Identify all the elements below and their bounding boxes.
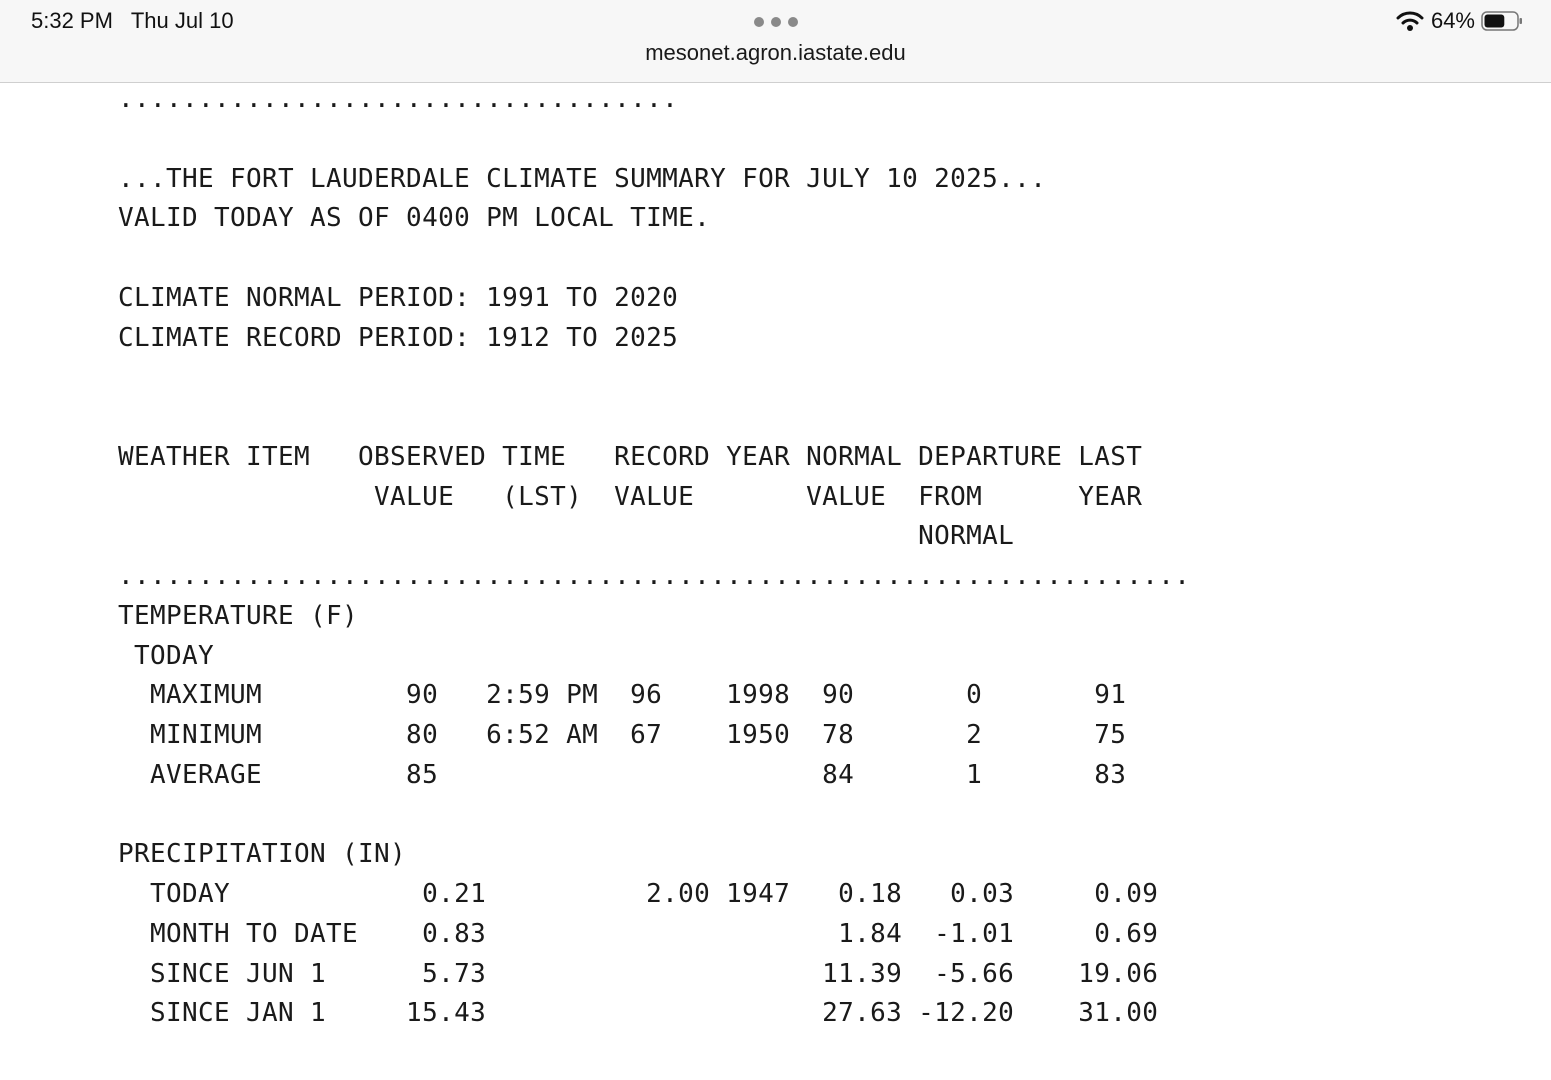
report-line: SINCE JAN 1 15.43 27.63 -12.20 31.00	[118, 998, 1159, 1029]
report-line: MINIMUM 80 6:52 AM 67 1950 78 2 75	[118, 720, 1127, 750]
battery-icon	[1481, 11, 1523, 31]
report-line: TODAY 0.21 2.00 1947 0.18 0.03 0.09	[118, 879, 1159, 909]
report-line: TEMPERATURE (F)	[118, 600, 359, 631]
browser-status-bar	[0, 0, 1551, 83]
report-line: VALUE (LST) VALUE VALUE FROM YEAR	[118, 481, 1143, 512]
report-line: TODAY	[118, 640, 215, 671]
report-line: MONTH TO DATE 0.83 1.84 -1.01 0.69	[118, 918, 1159, 949]
report-line: CLIMATE RECORD PERIOD: 1912 TO 2025	[118, 322, 679, 353]
more-options-icon[interactable]	[754, 16, 798, 28]
report-line: SINCE JUN 1 5.73 11.39 -5.66 19.06	[118, 958, 1159, 989]
report-line: PRECIPITATION (IN)	[118, 839, 407, 870]
battery-percent: 64%	[1430, 8, 1475, 33]
status-right-cluster	[1395, 8, 1523, 34]
report-line: NORMAL	[118, 521, 1015, 552]
report-line: WEATHER ITEM OBSERVED TIME RECORD YEAR NORMAL DEPARTURE LAST	[118, 441, 1143, 472]
report-line: AVERAGE 85 84 1 83	[118, 759, 1127, 790]
report-line: ...................................	[118, 84, 679, 114]
climate-report-text	[118, 80, 1190, 1034]
report-line: VALID TODAY AS OF 0400 PM LOCAL TIME.	[118, 203, 711, 234]
report-line: CLIMATE NORMAL PERIOD: 1991 TO 2020	[118, 282, 679, 313]
address-bar-url[interactable]: mesonet.agron.iastate.edu	[645, 40, 906, 65]
report-line: ...THE FORT LAUDERDALE CLIMATE SUMMARY FOR JULY 10 2025...	[118, 163, 1047, 194]
status-time-date: 5:32 PM Thu Jul 10	[31, 8, 234, 33]
wifi-icon	[1395, 9, 1425, 33]
report-line: ...................................................................	[118, 561, 1191, 591]
report-line: MAXIMUM 90 2:59 PM 96 1998 90 0 91	[118, 680, 1127, 711]
